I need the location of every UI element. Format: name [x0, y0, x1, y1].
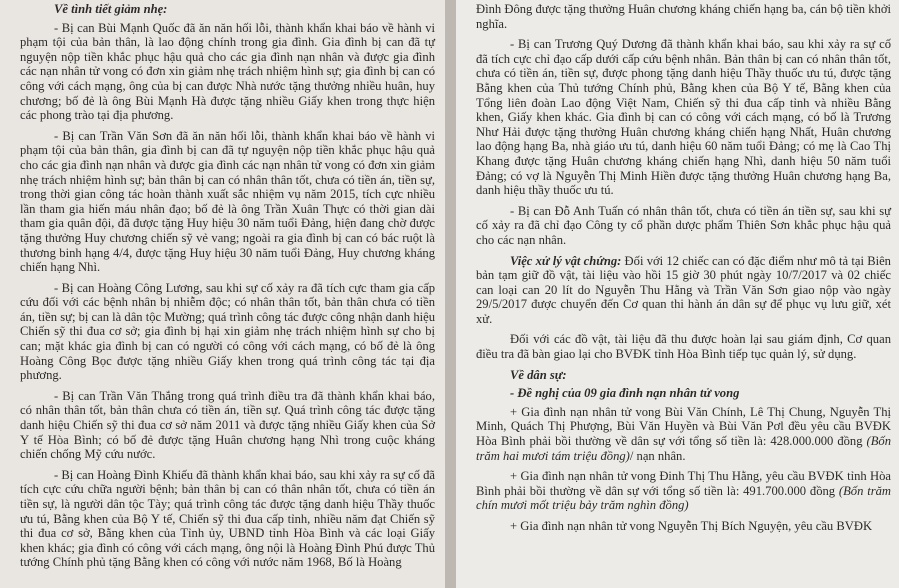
paragraph-tran-van-son: - Bị can Trần Văn Sơn đã ăn năn hối lỗi, thành khẩn khai báo về hành vi phạm tội của bản thân, gia đình bị can đã tự nguyện nộp tiền khắc phục hậu quả cho các gia đình nạn nhân và được gia đình các nạn nhân tử vong có đơn xin giảm nhẹ trách nhiệm hình sự; bản thân bị can có nhân thân tốt, chưa có tiền án, tiền sự, trong thời gian công tác hoàn thành xuất sắc nhiệm vụ năm 2015, tích cực nhiều lần tham gia hiến máu nhân đạo; bố đẻ là ông Trần Xuân Thực có thời gian dài tham gia quân đội, đã được tặng Huy hiệu 30 năm tuổi Đảng, hiện đang chờ được tặng thưởng Huy chương chiến sỹ vẻ vang; ngoài ra gia đình bị can có bác ruột là thương binh hạng 4/4, được tặng Huy hiệu 30 năm tuổi Đảng, Huy chương kháng chiến hạng Nhì. [20, 128, 435, 275]
page-gutter [445, 0, 456, 588]
right-document-page [456, 0, 899, 588]
paragraph-claim-dinh-thi-thu-hang [476, 469, 891, 513]
evidence-handling-label: Việc xử lý vật chứng: [510, 253, 622, 268]
proposal-heading: - Đề nghị của 09 gia đình nạn nhân tử vong [510, 386, 740, 401]
paragraph-truong-quy-duong: - Bị can Trương Quý Dương đã thành khẩn khai báo, sau khi xảy ra sự cố đã tích cực chỉ đạo cấp dưới cấp cứu bệnh nhân. Bản thân bị can có nhân thân tốt, chưa có tiền án, tiền sự, được phong tặng danh hiệu Thầy thuốc ưu tú, được tặng Bằng khen của Thủ tướng Chính phủ, Bằng khen của Bộ Y tế, Bằng khen của Tổng liên đoàn Lao động Việt Nam, Chiến sỹ thi đua cấp tỉnh và nhiều Bằng khen, Giấy khen khác. Gia đình bị can có công với cách mạng, có bố là Trương Như Hải được tặng thưởng Huân chương kháng chiến hạng Nhất, Huân chương lao động hạng Ba, nhà giáo ưu tú, danh hiệu 60 năm tuổi Đảng; có mẹ là Cao Thị Khang được tặng Huân chương kháng chiến hạng Nhì, danh hiệu 50 năm tuổi Đảng; có vợ là Nguyễn Thị Minh Hiền được tặng thưởng Huân chương hạng Ba, danh hiệu thầy thuốc ưu tú. [476, 37, 891, 198]
paragraph-evidence-handling [476, 254, 891, 327]
paragraph-hoang-cong-luong: - Bị can Hoàng Công Lương, sau khi sự cố xảy ra đã tích cực tham gia cấp cứu đối với các bệnh nhân bị nhiễm độc; có nhân thân tốt, bản thân chưa có tiền án, tiền sự; bị can là dân tộc Mường; quá trình công tác được công nhận danh hiệu Chiến sỹ thi đua cơ sở; gia đình bị hại xin giảm nhẹ trách nhiệm hình sự cho bị can; mặt khác gia đình bị can có người có công với cách mạng, có bố đẻ là ông Hoàng Công Bọc được tặng nhiều Giấy khen trong quá trình công tác tại địa phương. [20, 280, 435, 383]
paragraph-returned-items: Đối với các đồ vật, tài liệu đã thu được hoàn lại sau giám định, Cơ quan điều tra đã bàn giao lại cho BVĐK tỉnh Hòa Bình tiếp tục quản lý, sử dụng. [476, 332, 891, 362]
civil-heading: Về dân sự: [510, 367, 567, 382]
left-document-page [0, 0, 445, 588]
paragraph-claim-six-families [476, 405, 891, 463]
paragraph-hoang-dinh-khieu: - Bị can Hoàng Đình Khiếu đã thành khẩn khai báo, sau khi xảy ra sự cố đã tích cực cứu chữa người bệnh; bản thân bị can có thân nhân tốt, chưa có tiền án tiền sự, là người dân tộc Tày; quá trình công tác được tặng danh hiệu Thầy thuốc ưu tú, Bằng khen của Bộ Y tế, Chiến sỹ thi đua cấp tỉnh, nhiều năm đạt Chiến sỹ thi đua cơ sở, Bằng khen của Tỉnh ủy, UBND tỉnh Hòa Bình và các loại Giấy khen khác; gia đình có công với cách mạng, ông nội là Hoàng Đình Phú được Thủ tướng Chính phủ tặng Bằng khen có công với nước năm 1968, Bố là Hoàng [20, 467, 435, 570]
paragraph-tran-van-thang: - Bị can Trần Văn Thắng trong quá trình điều tra đã thành khẩn khai báo, có nhân thân tốt, bản thân chưa có tiền án, tiền sự. Quá trình công tác được tặng danh hiệu Chiến sỹ thi đua cơ sở năm 2011 và được tặng nhiều Giấy khen của Sở Y tế Hòa Bình; có bố đẻ được tặng Huân chương hạng Nhì trong cuộc kháng chiến chống Mỹ cứu nước. [20, 388, 435, 462]
paragraph-bui-manh-quoc: - Bị can Bùi Mạnh Quốc đã ăn năn hối lỗi, thành khẩn khai báo về hành vi phạm tội của bản thân, là lao động chính trong gia đình. Gia đình bị can đã tự nguyện nộp tiền khắc phục hậu quả cho các gia đình nạn nhân và được gia đình các nạn nhân tử vong có đơn xin giảm nhẹ trách nhiệm hình sự; gia đình bị can có công với cách mạng, ông của bị can được Nhà nước tặng thưởng nhiều huân, huy chương; bố đẻ là ông Bùi Mạnh Hà được tặng nhiều Giấy khen trong thực hiện các phong trào tại địa phương. [20, 20, 435, 123]
paragraph-do-anh-tuan: - Bị can Đỗ Anh Tuấn có nhân thân tốt, chưa có tiền án tiền sự, sau khi sự cố xảy ra đã chỉ đạo Công ty cổ phần dược phẩm Thiên Sơn khắc phục hậu quả cho các nạn nhân. [476, 203, 891, 247]
claim-six-families-amount-words: (Bốn trăm hai mươi tám triệu đồng) [476, 434, 891, 463]
claim-dinh-thi-thu-hang-amount-words: (Bốn trăm chín mươi mốt triệu bảy trăm nghìn đồng) [476, 483, 891, 513]
mitigating-circumstances-heading: Về tình tiết giảm nhẹ: [54, 2, 168, 16]
evidence-handling-text: Đối với 12 chiếc can có đặc điểm như mô tả tại Biên bản tạm giữ đồ vật, tài liệu vào hồi 15 giờ 30 phút ngày 10/7/2017 và 02 chiếc can loại can 20 lít do Nguyễn Thu Hằng và Trần Văn Sơn giao nộp vào ngày 29/5/2017 được chuyển đến Cơ quan thi hành án dân sự để phục vụ lưu giữ, xét xử. [476, 253, 891, 326]
claim-six-families-suffix: / nạn nhân. [629, 448, 686, 463]
claim-six-families-text: + Gia đình nạn nhân tử vong Bùi Văn Chính, Lê Thị Chung, Nguyễn Thị Minh, Quách Thị Phượng, Bùi Văn Huyền và Bùi Văn Pơl đều yêu cầu BVĐK Hòa Bình phải bồi thường về dân sự với tổng số tiền là: 428.000.000 đồng [476, 404, 891, 449]
paragraph-claim-nguyen-thi-bich-nguyen: + Gia đình nạn nhân tử vong Nguyễn Thị Bích Nguyện, yêu cầu BVĐK [510, 519, 873, 533]
paragraph-continuation: Đình Đông được tặng thưởng Huân chương kháng chiến hạng ba, cán bộ tiền khởi nghĩa. [476, 2, 891, 31]
claim-dinh-thi-thu-hang-text: + Gia đình nạn nhân tử vong Đinh Thị Thu Hằng, yêu cầu BVĐK tỉnh Hòa Bình phải bồi thường về dân sự với tổng số tiền là: 491.700.000 đồng [476, 469, 891, 498]
